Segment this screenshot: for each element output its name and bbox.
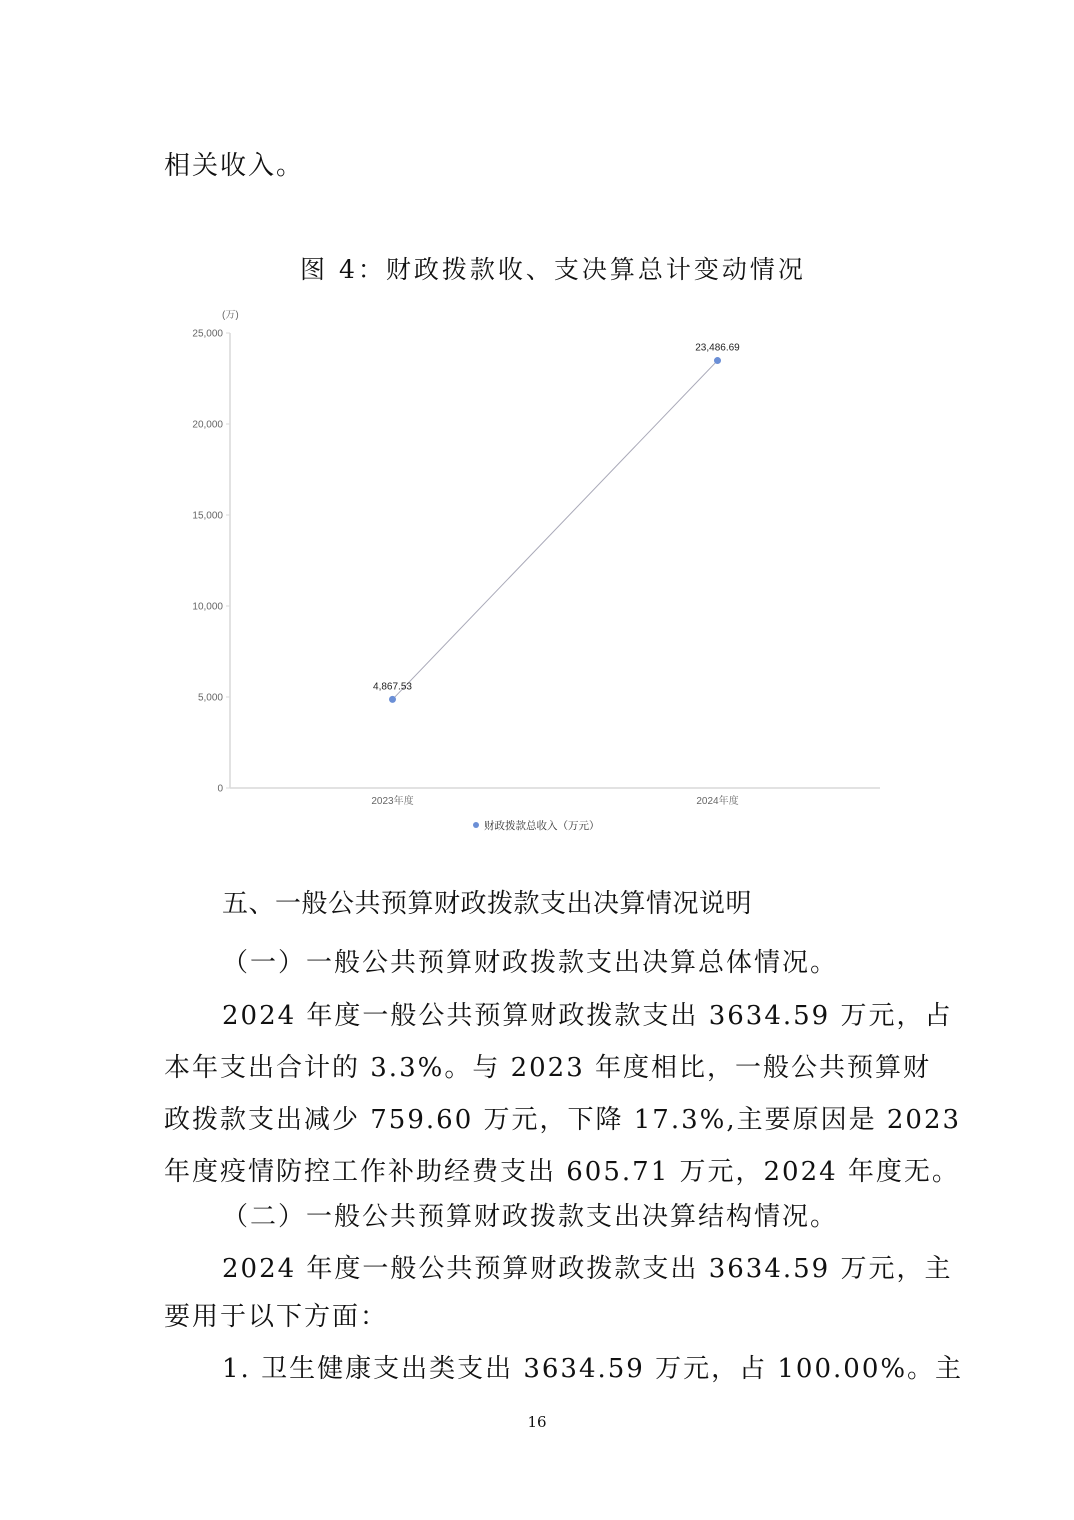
y-tick-label: 5,000 bbox=[197, 692, 223, 704]
legend-label: 财政拨款总收入（万元） bbox=[484, 820, 600, 832]
paragraph-1-line-1: 2024 年度一般公共预算财政拨款支出 3634.59 万元，占 bbox=[222, 1001, 953, 1031]
y-tick-label: 20,000 bbox=[192, 419, 223, 431]
paragraph-2-line-1: 2024 年度一般公共预算财政拨款支出 3634.59 万元，主 bbox=[222, 1254, 953, 1284]
sub-heading-1: （一）一般公共预算财政拨款支出决算总体情况。 bbox=[222, 948, 839, 978]
lead-line: 相关收入。 bbox=[164, 151, 305, 181]
x-tick-label: 2023年度 bbox=[371, 796, 414, 807]
legend bbox=[473, 819, 600, 832]
figure-caption: 图 4：财政拨款收、支决算总计变动情况 bbox=[300, 255, 806, 284]
series-group bbox=[373, 343, 740, 703]
paragraph-1-line-2: 本年支出合计的 3.3%。与 2023 年度相比，一般公共预算财 bbox=[164, 1053, 932, 1083]
paragraph-1-line-4: 年度疫情防控工作补助经费支出 605.71 万元，2024 年度无。 bbox=[164, 1157, 960, 1187]
y-axis bbox=[192, 329, 230, 795]
data-point bbox=[389, 696, 396, 703]
legend-marker bbox=[473, 822, 479, 828]
y-tick-label: 10,000 bbox=[192, 601, 223, 613]
x-tick-label: 2024年度 bbox=[696, 796, 739, 807]
y-tick-label: 0 bbox=[217, 783, 223, 795]
sub-heading-2: （二）一般公共预算财政拨款支出决算结构情况。 bbox=[222, 1202, 839, 1232]
page-number: 16 bbox=[527, 1413, 547, 1431]
line-chart bbox=[170, 300, 900, 840]
series-line bbox=[393, 361, 718, 700]
paragraph-2-line-2: 要用于以下方面： bbox=[164, 1302, 389, 1332]
data-point bbox=[714, 357, 721, 364]
x-axis bbox=[230, 788, 880, 807]
y-tick-label: 25,000 bbox=[192, 328, 223, 340]
data-label: 4,867.53 bbox=[373, 681, 412, 693]
paragraph-1-line-3: 政拨款支出减少 759.60 万元，下降 17.3%,主要原因是 2023 bbox=[164, 1105, 962, 1135]
list-item-1: 1. 卫生健康支出类支出 3634.59 万元，占 100.00%。主 bbox=[222, 1354, 964, 1384]
y-unit-label: (万) bbox=[222, 310, 239, 321]
y-tick-label: 15,000 bbox=[192, 510, 223, 522]
data-label: 23,486.69 bbox=[695, 342, 740, 354]
section-heading: 五、一般公共预算财政拨款支出决算情况说明 bbox=[222, 889, 753, 919]
